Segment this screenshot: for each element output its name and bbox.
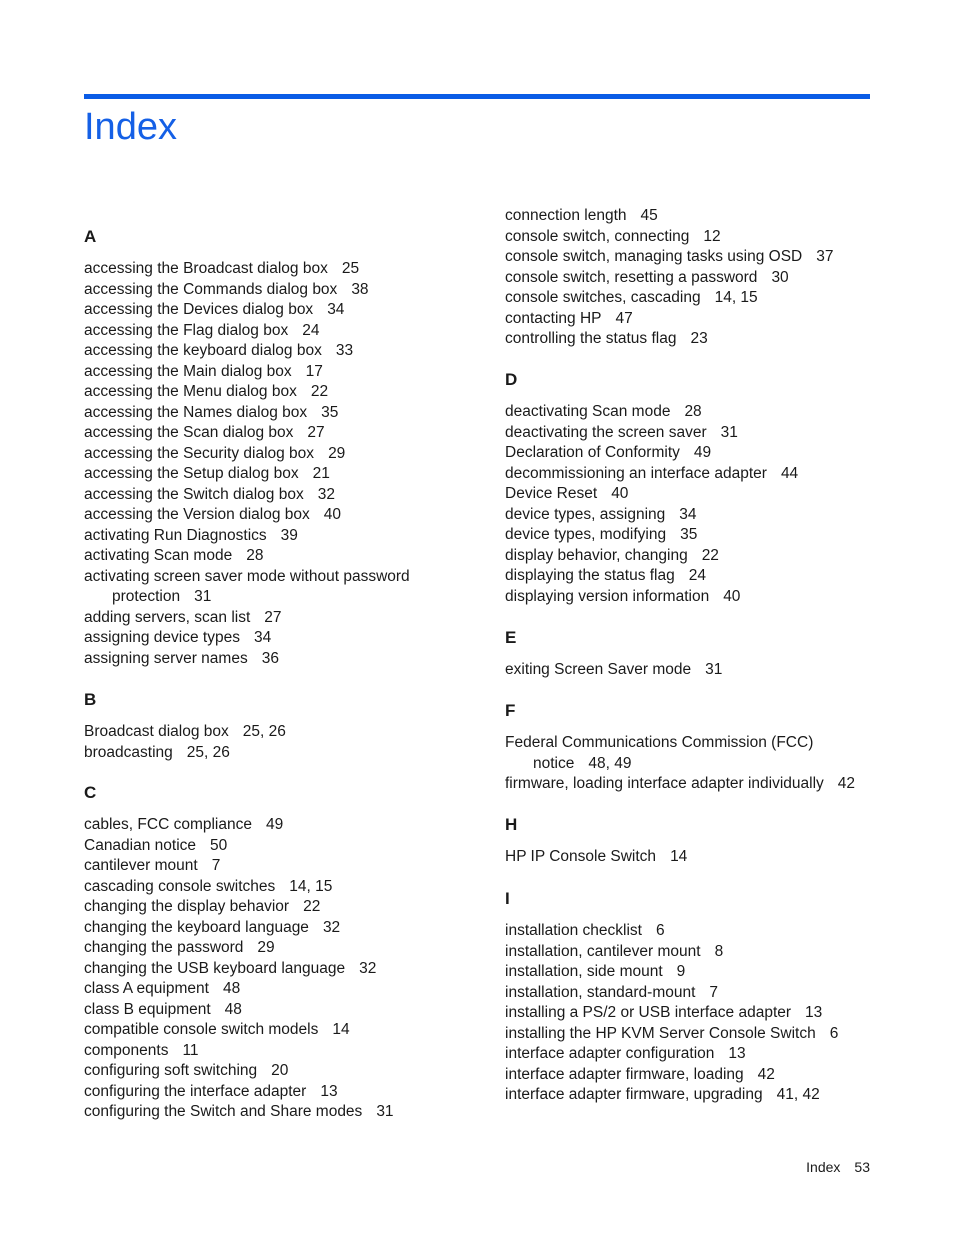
- entry-text: accessing the Broadcast dialog box: [84, 260, 328, 277]
- entry-page-ref[interactable]: 38: [351, 280, 369, 298]
- entry-text: installation, standard-mount: [505, 983, 696, 1001]
- index-entry: [84, 362, 484, 383]
- index-entry: [84, 628, 484, 649]
- entry-continuation-text: notice: [533, 754, 575, 772]
- index-entry: [505, 329, 905, 350]
- entry-text: accessing the Main dialog box: [84, 362, 292, 380]
- entry-list: [84, 259, 484, 669]
- index-entry: [505, 1024, 905, 1045]
- index-entry: [84, 485, 484, 506]
- index-section: [505, 370, 905, 607]
- entry-text: deactivating the screen saver: [505, 423, 707, 441]
- index-entry: [505, 309, 905, 330]
- entry-text: Canadian notice: [84, 836, 197, 854]
- entry-page-ref[interactable]: 22: [303, 898, 321, 915]
- entry-page-ref[interactable]: 30: [771, 268, 789, 286]
- index-entry: [505, 1065, 905, 1086]
- entry-text: adding servers, scan list: [84, 608, 251, 626]
- index-entry: [505, 227, 905, 248]
- index-entry: [505, 505, 905, 526]
- index-entry: [84, 403, 484, 424]
- section-letter: A: [84, 227, 97, 246]
- index-entry: [505, 443, 905, 464]
- index-section: [84, 783, 484, 1123]
- entry-text: interface adapter firmware, loading: [505, 1065, 744, 1083]
- index-entry: [84, 526, 484, 547]
- entry-text: configuring the Switch and Share modes: [84, 1103, 363, 1120]
- entry-page-ref[interactable]: 35: [321, 403, 339, 421]
- entry-text: activating Run Diagnostics: [84, 526, 267, 544]
- index-entry: [84, 382, 484, 403]
- entry-text: components: [84, 1041, 169, 1059]
- entry-text: changing the USB keyboard language: [84, 959, 346, 977]
- footer-label: Index: [806, 1159, 841, 1175]
- entry-page-ref[interactable]: 14, 15: [714, 289, 758, 306]
- entry-text: Broadcast dialog box: [84, 723, 229, 740]
- entry-page-ref[interactable]: 29: [328, 444, 346, 462]
- entry-text: cables, FCC compliance: [84, 816, 252, 833]
- entry-page-ref[interactable]: 27: [264, 608, 282, 626]
- entry-page-ref[interactable]: 31: [720, 423, 738, 441]
- entry-page-ref[interactable]: 12: [703, 227, 721, 245]
- index-entry: [84, 505, 484, 526]
- index-entry: [84, 546, 484, 567]
- entry-text: configuring the interface adapter: [84, 1082, 307, 1100]
- entry-text: display behavior, changing: [505, 546, 688, 564]
- entry-text: interface adapter configuration: [505, 1045, 715, 1062]
- entry-text: broadcasting: [84, 743, 173, 761]
- entry-page-ref[interactable]: 23: [690, 330, 708, 347]
- entry-page-ref[interactable]: 9: [676, 963, 686, 980]
- page-number: 53: [854, 1159, 870, 1175]
- entry-page-ref[interactable]: 32: [322, 918, 341, 936]
- entry-page-ref[interactable]: 32: [317, 485, 335, 503]
- index-entry: [84, 321, 484, 342]
- index-section: [84, 690, 484, 763]
- entry-text: device types, modifying: [505, 526, 667, 543]
- entry-page-ref[interactable]: 34: [253, 629, 272, 646]
- index-entry: [84, 444, 484, 465]
- entry-text: assigning server names: [84, 649, 248, 667]
- entry-text: console switch, managing tasks using OSD: [505, 248, 803, 265]
- index-entry: [84, 1041, 484, 1062]
- index-entry: [84, 722, 484, 743]
- entry-page-ref[interactable]: 13: [805, 1004, 823, 1021]
- entry-text: device types, assigning: [505, 505, 666, 523]
- entry-text: accessing the Security dialog box: [84, 444, 315, 462]
- entry-text: console switch, resetting a password: [505, 268, 758, 286]
- entry-text: HP IP Console Switch: [505, 848, 657, 865]
- index-entry: [84, 649, 484, 670]
- entry-text: cantilever mount: [84, 857, 198, 874]
- entry-page-ref[interactable]: 31: [194, 588, 212, 605]
- index-entry: [505, 484, 905, 505]
- entry-page-ref[interactable]: 42: [757, 1065, 775, 1083]
- entry-list: [505, 660, 905, 681]
- index-entry: [505, 1044, 905, 1065]
- entry-text: accessing the Version dialog box: [84, 506, 310, 523]
- index-entry: [84, 608, 484, 629]
- entry-page-ref[interactable]: 35: [680, 526, 698, 543]
- entry-page-ref[interactable]: 8: [714, 942, 724, 960]
- section-letter: H: [505, 815, 518, 834]
- index-entry: [505, 525, 905, 546]
- entry-page-ref[interactable]: 27: [307, 424, 325, 441]
- entry-page-ref[interactable]: 7: [211, 857, 221, 874]
- entry-continuation: [84, 587, 484, 608]
- entry-text: Device Reset: [505, 485, 598, 502]
- index-entry: [84, 897, 484, 918]
- entry-page-ref[interactable]: 20: [271, 1062, 289, 1079]
- index-entry: [84, 1082, 484, 1103]
- entry-list: [505, 402, 905, 607]
- entry-page-ref[interactable]: 24: [302, 321, 320, 339]
- entry-text: installing a PS/2 or USB interface adapter: [505, 1004, 792, 1021]
- entry-page-ref[interactable]: 41, 42: [776, 1086, 820, 1103]
- entry-page-ref[interactable]: 49: [265, 816, 284, 833]
- index-entry: [505, 942, 905, 963]
- entry-page-ref[interactable]: 48: [224, 1000, 242, 1018]
- entry-text: assigning device types: [84, 629, 240, 646]
- entry-text: accessing the Menu dialog box: [84, 383, 297, 400]
- index-entry: [84, 918, 484, 939]
- entry-text: activating screen saver mode without password: [84, 567, 410, 585]
- entry-page-ref[interactable]: 14: [670, 848, 688, 865]
- index-entry: [505, 733, 905, 774]
- entry-text: changing the password: [84, 939, 244, 956]
- entry-text: accessing the Setup dialog box: [84, 465, 299, 482]
- entry-text: interface adapter firmware, upgrading: [505, 1086, 763, 1103]
- entry-page-ref[interactable]: 17: [305, 362, 323, 380]
- entry-text: contacting HP: [505, 309, 602, 327]
- entry-text: deactivating Scan mode: [505, 403, 671, 420]
- index-entry: [84, 280, 484, 301]
- entry-text: cascading console switches: [84, 877, 276, 895]
- index-entry: [84, 815, 484, 836]
- entry-page-ref[interactable]: 25, 26: [242, 723, 286, 740]
- index-entry: [505, 1085, 905, 1106]
- entry-page-ref[interactable]: 32: [359, 959, 377, 977]
- entry-page-ref[interactable]: 48, 49: [588, 754, 632, 772]
- index-entry: [84, 1000, 484, 1021]
- section-letter: C: [84, 783, 97, 802]
- index-entry: [505, 962, 905, 983]
- index-entry: [505, 774, 905, 795]
- index-entry: [505, 546, 905, 567]
- index-entry: [84, 836, 484, 857]
- entry-page-ref[interactable]: 6: [655, 922, 665, 939]
- index-entry: [84, 259, 484, 280]
- section-letter: I: [505, 889, 510, 908]
- entry-page-ref[interactable]: 49: [693, 444, 712, 461]
- index-entry: [505, 983, 905, 1004]
- entry-continuation: [505, 754, 905, 775]
- section-letter: F: [505, 701, 516, 720]
- index-entry: [505, 423, 905, 444]
- entry-page-ref[interactable]: 21: [312, 465, 330, 482]
- index-section: [505, 628, 905, 681]
- index-entry: [84, 464, 484, 485]
- index-entry: [84, 1020, 484, 1041]
- entry-page-ref[interactable]: 7: [709, 983, 719, 1001]
- index-entry: [84, 1061, 484, 1082]
- entry-text: Federal Communications Commission (FCC): [505, 734, 814, 751]
- index-section: [505, 194, 905, 350]
- entry-text: changing the display behavior: [84, 898, 290, 915]
- entry-list: [505, 921, 905, 1106]
- entry-page-ref[interactable]: 47: [615, 309, 633, 327]
- entry-list: [505, 733, 905, 795]
- index-section: [505, 889, 905, 1106]
- entry-list: [84, 722, 484, 763]
- entry-text: displaying version information: [505, 587, 710, 605]
- index-section: [505, 701, 905, 795]
- entry-page-ref[interactable]: 39: [280, 526, 298, 544]
- entry-list: [505, 206, 905, 350]
- index-entry: [84, 567, 484, 608]
- entry-page-ref[interactable]: 31: [705, 661, 723, 678]
- entry-page-ref[interactable]: 33: [335, 342, 354, 359]
- index-entry: [84, 1102, 484, 1123]
- index-entry: [505, 921, 905, 942]
- entry-page-ref[interactable]: 6: [829, 1024, 839, 1042]
- header-rule: [84, 94, 870, 99]
- section-letter: E: [505, 628, 517, 647]
- entry-page-ref[interactable]: 13: [728, 1045, 746, 1062]
- entry-list: [505, 847, 905, 868]
- entry-text: connection length: [505, 207, 627, 224]
- section-letter: D: [505, 370, 518, 389]
- entry-text: accessing the Names dialog box: [84, 403, 308, 421]
- entry-page-ref[interactable]: 11: [182, 1041, 199, 1059]
- page-footer: [806, 1158, 870, 1176]
- entry-text: activating Scan mode: [84, 547, 233, 564]
- entry-text: accessing the Flag dialog box: [84, 321, 289, 339]
- entry-text: configuring soft switching: [84, 1062, 258, 1079]
- entry-page-ref[interactable]: 40: [723, 587, 741, 605]
- index-entry: [84, 938, 484, 959]
- entry-text: decommissioning an interface adapter: [505, 464, 767, 482]
- index-entry: [505, 206, 905, 227]
- entry-page-ref[interactable]: 37: [816, 248, 834, 265]
- index-entry: [84, 856, 484, 877]
- entry-text: accessing the Switch dialog box: [84, 485, 304, 503]
- entry-text: console switches, cascading: [505, 289, 701, 306]
- entry-text: accessing the Devices dialog box: [84, 301, 314, 318]
- entry-text: installation, side mount: [505, 963, 663, 980]
- entry-page-ref[interactable]: 50: [210, 836, 228, 854]
- index-entry: [505, 566, 905, 587]
- index-entry: [505, 268, 905, 289]
- entry-list: [84, 815, 484, 1123]
- index-entry: [84, 877, 484, 898]
- index-entry: [84, 341, 484, 362]
- entry-page-ref[interactable]: 25: [341, 260, 360, 277]
- entry-page-ref[interactable]: 22: [310, 383, 329, 400]
- index-section: [505, 815, 905, 868]
- entry-text: installation, cantilever mount: [505, 942, 701, 960]
- entry-page-ref[interactable]: 14: [332, 1021, 350, 1038]
- index-entry: [505, 660, 905, 681]
- index-entry: [84, 300, 484, 321]
- entry-page-ref[interactable]: 34: [327, 301, 345, 318]
- entry-page-ref[interactable]: 13: [320, 1082, 338, 1100]
- index-entry: [505, 288, 905, 309]
- index-entry: [505, 247, 905, 268]
- entry-page-ref[interactable]: 45: [640, 207, 658, 224]
- entry-page-ref[interactable]: 14, 15: [289, 877, 333, 895]
- entry-page-ref[interactable]: 40: [323, 506, 342, 523]
- index-entry: [505, 587, 905, 608]
- index-entry: [505, 1003, 905, 1024]
- entry-text: accessing the keyboard dialog box: [84, 342, 322, 359]
- entry-text: Declaration of Conformity: [505, 444, 680, 461]
- entry-text: controlling the status flag: [505, 330, 677, 347]
- entry-page-ref[interactable]: 29: [257, 939, 275, 956]
- entry-page-ref[interactable]: 31: [376, 1103, 394, 1120]
- entry-page-ref[interactable]: 44: [780, 464, 799, 482]
- entry-page-ref[interactable]: 22: [701, 546, 719, 564]
- entry-page-ref[interactable]: 42: [837, 775, 856, 792]
- entry-text: console switch, connecting: [505, 227, 690, 245]
- entry-text: accessing the Scan dialog box: [84, 424, 294, 441]
- index-entry: [505, 464, 905, 485]
- entry-text: installing the HP KVM Server Console Switch: [505, 1024, 816, 1042]
- entry-text: accessing the Commands dialog box: [84, 280, 338, 298]
- entry-text: exiting Screen Saver mode: [505, 661, 692, 678]
- entry-page-ref[interactable]: 28: [246, 547, 264, 564]
- index-entry: [84, 743, 484, 764]
- section-letter: B: [84, 690, 97, 709]
- entry-page-ref[interactable]: 24: [688, 567, 706, 584]
- entry-text: class A equipment: [84, 980, 209, 997]
- entry-page-ref[interactable]: 25, 26: [186, 743, 230, 761]
- entry-text: changing the keyboard language: [84, 918, 309, 936]
- entry-text: installation checklist: [505, 922, 642, 939]
- index-entry: [84, 979, 484, 1000]
- entry-page-ref[interactable]: 34: [679, 505, 697, 523]
- index-entry: [84, 423, 484, 444]
- entry-continuation-text: protection: [112, 588, 181, 605]
- page-title: Index: [84, 106, 177, 148]
- entry-page-ref[interactable]: 36: [261, 649, 279, 667]
- entry-text: displaying the status flag: [505, 567, 675, 584]
- entry-text: compatible console switch models: [84, 1021, 319, 1038]
- entry-page-ref[interactable]: 28: [684, 403, 702, 420]
- entry-page-ref[interactable]: 40: [611, 485, 629, 502]
- index-section: [84, 227, 484, 669]
- entry-page-ref[interactable]: 48: [222, 980, 241, 997]
- index-entry: [84, 959, 484, 980]
- index-entry: [505, 402, 905, 423]
- entry-text: firmware, loading interface adapter individually: [505, 775, 824, 792]
- index-entry: [505, 847, 905, 868]
- entry-text: class B equipment: [84, 1000, 211, 1018]
